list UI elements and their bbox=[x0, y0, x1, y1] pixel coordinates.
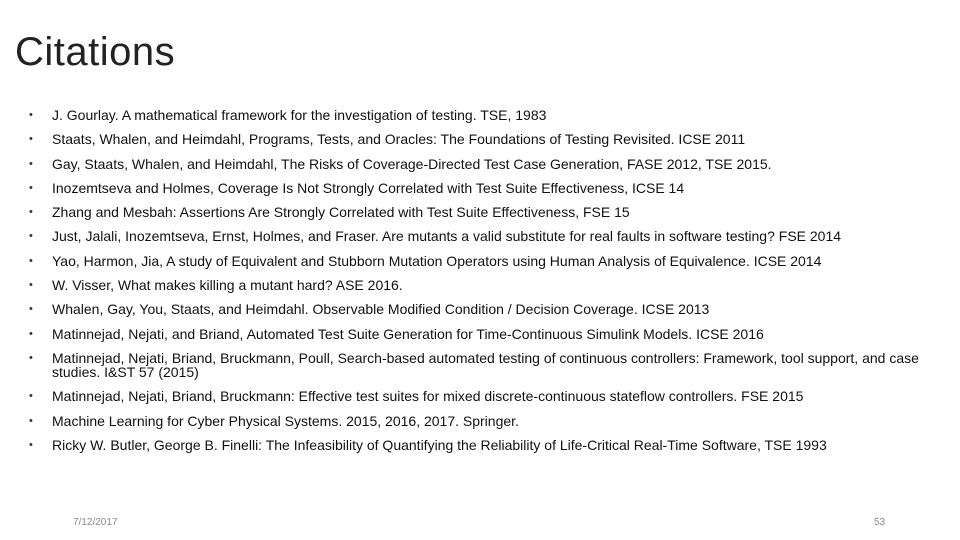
citation-text: Inozemtseva and Holmes, Coverage Is Not Strongly Correlated with Test Suite Effectiveness, ICSE 14 bbox=[52, 179, 685, 196]
citation-text: W. Visser, What makes killing a mutant hard? ASE 2016. bbox=[52, 277, 403, 294]
citation-item bbox=[0, 351, 960, 379]
citation-text: Just, Jalali, Inozemtseva, Ernst, Holmes, and Fraser. Are mutants a valid substitute for real faults in software testing? FSE 2014 bbox=[52, 228, 842, 245]
citation-text: Zhang and Mesbah: Assertions Are Strongly Correlated with Test Suite Effectiveness, FSE 15 bbox=[52, 204, 630, 221]
citation-list bbox=[0, 108, 960, 462]
citation-item bbox=[0, 157, 960, 171]
bullet-icon: • bbox=[29, 351, 33, 364]
page-number: 53 bbox=[874, 517, 886, 528]
citation-text: Matinnejad, Nejati, Briand, Bruckmann: Effective test suites for mixed discrete-continuous stateflow controllers. FSE 2015 bbox=[52, 388, 804, 405]
citation-text: Matinnejad, Nejati, and Briand, Automated Test Suite Generation for Time-Continuous Simulink Models. ICSE 2016 bbox=[52, 325, 764, 342]
bullet-icon: • bbox=[29, 206, 33, 219]
bullet-icon: • bbox=[29, 327, 33, 340]
citation-item bbox=[0, 327, 960, 341]
bullet-icon: • bbox=[29, 157, 33, 170]
citation-item bbox=[0, 278, 960, 292]
citation-text: Machine Learning for Cyber Physical Systems. 2015, 2016, 2017. Springer. bbox=[52, 412, 519, 429]
bullet-icon: • bbox=[29, 254, 33, 267]
footer-date: 7/12/2017 bbox=[73, 517, 118, 528]
citation-item bbox=[0, 108, 960, 122]
bullet-icon: • bbox=[29, 133, 33, 146]
citation-item bbox=[0, 438, 960, 452]
bullet-icon: • bbox=[29, 414, 33, 427]
citation-text: Ricky W. Butler, George B. Finelli: The Infeasibility of Quantifying the Reliability of Life-Critical Real-Time Software, TSE 1993 bbox=[52, 436, 827, 453]
citation-text: J. Gourlay. A mathematical framework for the investigation of testing. TSE, 1983 bbox=[52, 107, 547, 123]
citation-item bbox=[0, 254, 960, 268]
citation-text: Matinnejad, Nejati, Briand, Bruckmann, Poull, Search-based automated testing of continuous controllers: Framework, tool support, and case studies. I&ST 57 (2015) bbox=[52, 349, 919, 380]
citation-text: Staats, Whalen, and Heimdahl, Programs, Tests, and Oracles: The Foundations of Testing Revisited. ICSE 2011 bbox=[52, 131, 746, 148]
bullet-icon: • bbox=[29, 109, 33, 121]
bullet-icon: • bbox=[29, 279, 33, 292]
citation-item bbox=[0, 229, 960, 243]
slide-title: Citations bbox=[15, 30, 176, 74]
bullet-icon: • bbox=[29, 181, 33, 194]
bullet-icon: • bbox=[29, 230, 33, 243]
citation-item bbox=[0, 181, 960, 195]
citation-item bbox=[0, 414, 960, 428]
citation-item bbox=[0, 205, 960, 219]
bullet-icon: • bbox=[29, 390, 33, 403]
citation-text: Yao, Harmon, Jia, A study of Equivalent and Stubborn Mutation Operators using Human Analysis of Equivalence. ICSE 2014 bbox=[52, 252, 822, 269]
bullet-icon: • bbox=[29, 303, 33, 316]
citation-text: Whalen, Gay, You, Staats, and Heimdahl. Observable Modified Condition / Decision Coverage. ICSE 2013 bbox=[52, 301, 710, 318]
citation-item bbox=[0, 132, 960, 146]
citation-text: Gay, Staats, Whalen, and Heimdahl, The Risks of Coverage-Directed Test Case Generation, FASE 2012, TSE 2015. bbox=[52, 155, 772, 172]
citation-item bbox=[0, 302, 960, 316]
bullet-icon: • bbox=[29, 438, 33, 451]
citation-item bbox=[0, 389, 960, 403]
